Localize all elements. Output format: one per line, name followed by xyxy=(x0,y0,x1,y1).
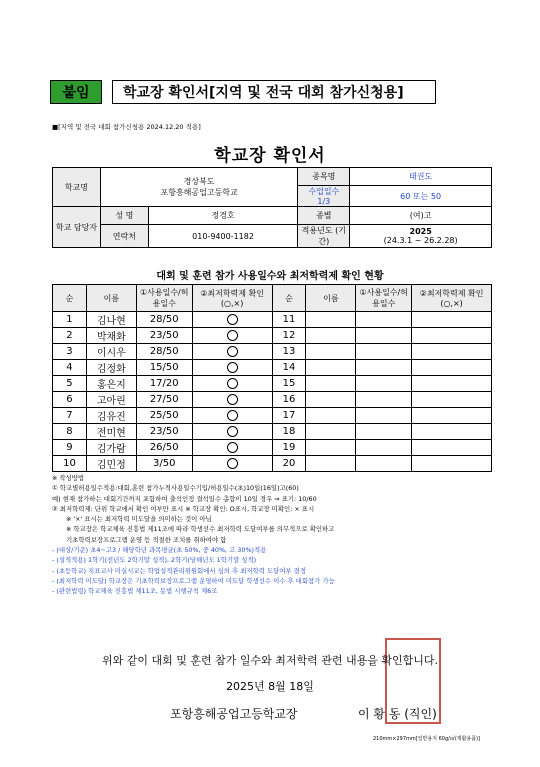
records-header-cell: ②최저학력제 확인(○,×) xyxy=(192,285,272,312)
table-row xyxy=(53,360,492,376)
form-title: 학교장 확인서[지역 및 전국 대회 참가신청용] xyxy=(112,80,436,104)
note-line: - (성적적용) 1학기(전년도 2학기말 성적), 2학기(당해년도 1학기말 성적) xyxy=(52,556,257,565)
year-cell xyxy=(350,225,492,248)
year-value: 2025 xyxy=(409,227,432,236)
records-header-cell: ②최저학력제 확인(○,×) xyxy=(412,285,492,312)
table-row xyxy=(53,376,492,392)
name-value: 정경호 xyxy=(148,207,298,225)
section-title: 대회 및 훈련 참가 사용일수와 최저학력제 확인 현황 xyxy=(156,271,384,282)
attachment-label: 붙임 xyxy=(50,80,102,104)
name-label: 성 명 xyxy=(100,207,148,225)
days-used-cell xyxy=(356,408,412,424)
contact-label: 연락처 xyxy=(100,225,148,248)
circle-mark-cell xyxy=(192,344,272,360)
applicability-note: ■[지역 및 전국 대회 참가신청용 2024.12.20 적용] xyxy=(52,123,201,131)
gender-label: 종별 xyxy=(298,207,350,225)
note-line: - (최저학력 미도달) 학교장은 기초학력보장프로그램 운영하여 미도달 학생선수 이수 후 대회참가 가능 xyxy=(52,576,335,585)
days-used-cell xyxy=(356,344,412,360)
check-mark-cell xyxy=(412,424,492,440)
row-number-cell: 2 xyxy=(53,328,87,344)
days-used-cell xyxy=(356,440,412,456)
athlete-name-cell xyxy=(306,392,356,408)
table-row xyxy=(53,424,492,440)
athlete-name-cell xyxy=(306,312,356,328)
records-header-cell: 순 xyxy=(53,285,87,312)
days-used-cell: 23/50 xyxy=(136,328,192,344)
row-number-cell: 13 xyxy=(272,344,306,360)
row-number-cell: 16 xyxy=(272,392,306,408)
athlete-name-cell xyxy=(306,424,356,440)
days-used-cell xyxy=(356,456,412,472)
records-header-cell: 이름 xyxy=(306,285,356,312)
athlete-name-cell: 이시우 xyxy=(86,344,136,360)
athlete-name-cell: 김민정 xyxy=(86,456,136,472)
row-number-cell: 18 xyxy=(272,424,306,440)
school-cell xyxy=(100,168,298,207)
records-header-cell: ①사용일수/허용일수 xyxy=(356,285,412,312)
row-number-cell: 12 xyxy=(272,328,306,344)
row-number-cell: 9 xyxy=(53,440,87,456)
row-number-cell: 3 xyxy=(53,344,87,360)
days-value: 60 또는 50 xyxy=(350,186,492,207)
athlete-name-cell xyxy=(306,456,356,472)
table-row xyxy=(53,328,492,344)
row-number-cell: 20 xyxy=(272,456,306,472)
table-row xyxy=(53,392,492,408)
note-line: ※ '×' 표시는 최저학력 미도달을 의미하는 것이 아님 xyxy=(66,515,212,524)
athlete-name-cell: 김나현 xyxy=(86,312,136,328)
days-used-cell: 26/50 xyxy=(136,440,192,456)
event-value: 태권도 xyxy=(350,168,492,186)
circle-mark-icon xyxy=(227,394,238,405)
days-used-cell xyxy=(356,424,412,440)
check-mark-cell xyxy=(412,376,492,392)
note-line: ② 최저학력제: 단위 학교에서 확인 여부만 표시 ※ 학교장 확인: O표시, 학교장 미확인: × 표시 xyxy=(52,504,315,513)
days-used-cell xyxy=(356,376,412,392)
days-used-cell xyxy=(356,392,412,408)
school-region: 경상북도 xyxy=(183,177,215,186)
circle-mark-icon xyxy=(227,378,238,389)
days-label: 수업일수 xyxy=(308,187,340,196)
days-used-cell: 28/50 xyxy=(136,312,192,328)
circle-mark-cell xyxy=(192,376,272,392)
athlete-name-cell: 김유진 xyxy=(86,408,136,424)
days-used-cell: 17/20 xyxy=(136,376,192,392)
row-number-cell: 10 xyxy=(53,456,87,472)
athlete-name-cell xyxy=(306,376,356,392)
athlete-name-cell xyxy=(306,440,356,456)
school-name: 포항흥해공업고등학교 xyxy=(160,188,238,197)
note-line: ① 학교별허용일수적용:대회,훈련 참가누적사용일수기입/허용일수(초)10일(16일)고(60) xyxy=(52,484,299,493)
principal-school: 포항흥해공업고등학교장 xyxy=(170,707,298,721)
days-used-cell: 3/50 xyxy=(136,456,192,472)
note-line: - (관련법령) 학교체육 진흥법 제11조, 동법 시행규칙 제6조 xyxy=(52,587,218,596)
row-number-cell: 4 xyxy=(53,360,87,376)
circle-mark-icon xyxy=(227,458,238,469)
days-used-cell xyxy=(356,312,412,328)
circle-mark-cell xyxy=(192,360,272,376)
records-table xyxy=(52,284,492,472)
school-info-table xyxy=(52,167,492,248)
circle-mark-cell xyxy=(192,392,272,408)
circle-mark-icon xyxy=(227,426,238,437)
row-number-cell: 15 xyxy=(272,376,306,392)
row-number-cell: 11 xyxy=(272,312,306,328)
table-row xyxy=(53,344,492,360)
row-number-cell: 19 xyxy=(272,440,306,456)
principal-name: 이 황 동 (직인) xyxy=(358,707,437,721)
athlete-name-cell: 김정화 xyxy=(86,360,136,376)
circle-mark-icon xyxy=(227,330,238,341)
circle-mark-icon xyxy=(227,442,238,453)
days-used-cell: 23/50 xyxy=(136,424,192,440)
check-mark-cell xyxy=(412,312,492,328)
circle-mark-icon xyxy=(227,362,238,373)
athlete-name-cell xyxy=(306,360,356,376)
circle-mark-cell xyxy=(192,408,272,424)
athlete-name-cell: 박채화 xyxy=(86,328,136,344)
note-line: ※ 학교장은 학교체육 진흥법 제11조에 따라 학생선수 최저학력 도달여부를 의무적으로 확인하고 xyxy=(66,525,335,534)
note-line: ※ 작성방법 xyxy=(52,474,85,482)
athlete-name-cell: 고아린 xyxy=(86,392,136,408)
year-label: 적용년도 (기간) xyxy=(298,225,350,248)
check-mark-cell xyxy=(412,344,492,360)
circle-mark-cell xyxy=(192,328,272,344)
athlete-name-cell: 전미현 xyxy=(86,424,136,440)
days-used-cell: 15/50 xyxy=(136,360,192,376)
school-label: 학교명 xyxy=(53,168,101,207)
records-header-cell: 순 xyxy=(272,285,306,312)
circle-mark-icon xyxy=(227,346,238,357)
athlete-name-cell: 홍은지 xyxy=(86,376,136,392)
note-line: 기초학력보장프로그램 운영 등 적절한 조치를 취하여야 함 xyxy=(66,535,227,544)
paper-spec: 210mm×297mm[일반용지 60g/㎡(재활용품)] xyxy=(372,736,480,742)
note-line: 예) 현재 참가하는 대회기간까지 포함하여 출석인정 결석일수 총합이 10일 경우 ⇒ 표기: 10/60 xyxy=(52,494,317,503)
circle-mark-cell xyxy=(192,440,272,456)
circle-mark-cell xyxy=(192,424,272,440)
contact-value: 010-9400-1182 xyxy=(148,225,298,248)
year-period: (24.3.1 ~ 26.2.28) xyxy=(383,236,458,245)
circle-mark-icon xyxy=(227,314,238,325)
days-used-cell: 25/50 xyxy=(136,408,192,424)
circle-mark-icon xyxy=(227,410,238,421)
days-used-cell: 27/50 xyxy=(136,392,192,408)
row-number-cell: 7 xyxy=(53,408,87,424)
gender-value: (여)고 xyxy=(350,207,492,225)
row-number-cell: 17 xyxy=(272,408,306,424)
circle-mark-cell xyxy=(192,456,272,472)
days-used-cell xyxy=(356,360,412,376)
confirmation-text: 위와 같이 대회 및 훈련 참가 일수와 최저학력 관련 내용을 확인합니다. xyxy=(102,654,438,667)
table-row xyxy=(53,312,492,328)
row-number-cell: 6 xyxy=(53,392,87,408)
row-number-cell: 5 xyxy=(53,376,87,392)
records-header-cell: ①사용일수/허용일수 xyxy=(136,285,192,312)
check-mark-cell xyxy=(412,360,492,376)
check-mark-cell xyxy=(412,456,492,472)
event-label: 종목명 xyxy=(298,168,350,186)
days-used-cell xyxy=(356,328,412,344)
athlete-name-cell xyxy=(306,328,356,344)
check-mark-cell xyxy=(412,328,492,344)
document-title: 학교장 확인서 xyxy=(214,146,326,166)
table-row xyxy=(53,456,492,472)
table-row xyxy=(53,440,492,456)
row-number-cell: 8 xyxy=(53,424,87,440)
note-line: - (초등학교) 지표교사 미실시교는 학업성적관리위원회에서 심의 후 최저학력 도달여부 결정 xyxy=(52,566,306,575)
row-number-cell: 1 xyxy=(53,312,87,328)
check-mark-cell xyxy=(412,392,492,408)
records-header-cell: 이름 xyxy=(86,285,136,312)
circle-mark-cell xyxy=(192,312,272,328)
note-line: - (대상/기준) 초4~고3 / 해당학년 과목평균(초 50%, 중 40%, 고 30%)적용 xyxy=(52,546,267,555)
athlete-name-cell xyxy=(306,344,356,360)
athlete-name-cell: 김가람 xyxy=(86,440,136,456)
athlete-name-cell xyxy=(306,408,356,424)
check-mark-cell xyxy=(412,408,492,424)
days-label-cell xyxy=(298,186,350,207)
table-row xyxy=(53,408,492,424)
days-sub: 1/3 xyxy=(317,197,331,206)
issue-date: 2025년 8월 18일 xyxy=(226,680,314,693)
manager-label: 학교 담당자 xyxy=(53,207,101,248)
days-used-cell: 28/50 xyxy=(136,344,192,360)
check-mark-cell xyxy=(412,440,492,456)
row-number-cell: 14 xyxy=(272,360,306,376)
instructions xyxy=(52,473,492,597)
